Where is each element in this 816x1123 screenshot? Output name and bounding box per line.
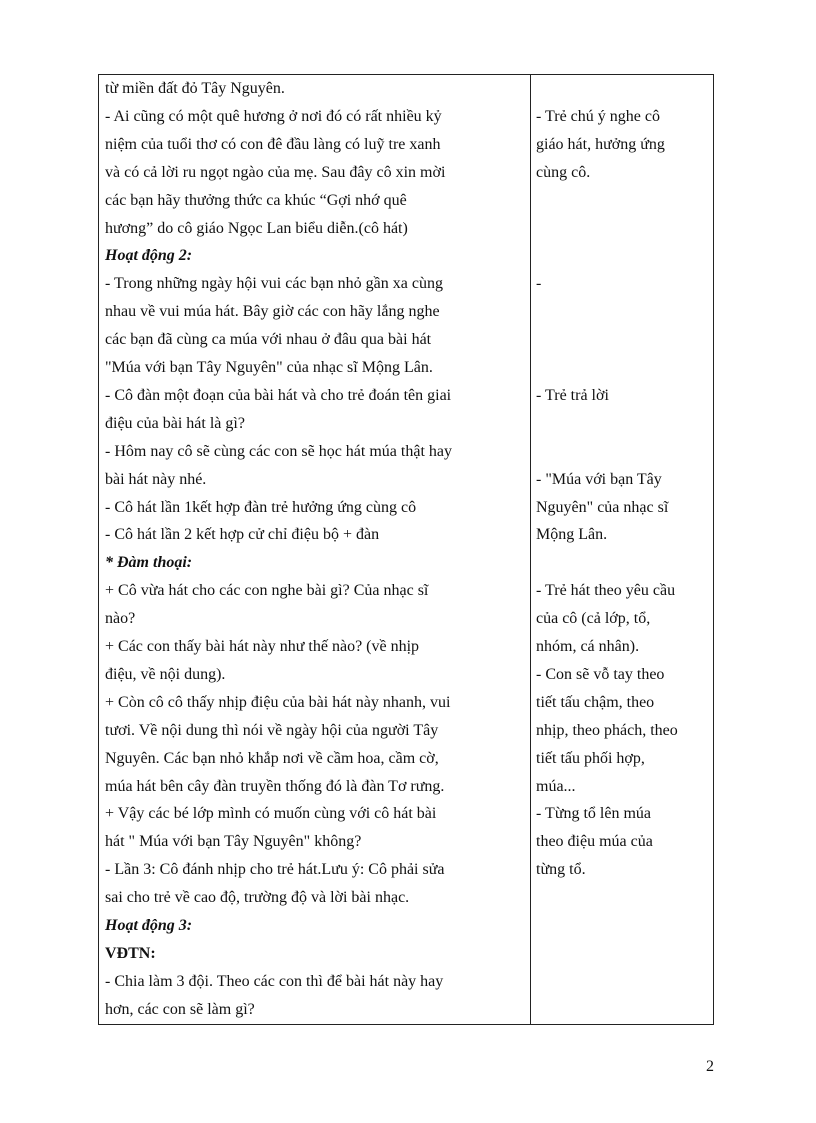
teacher-line: bài hát này nhé. — [105, 470, 207, 488]
teacher-line: và có cả lời ru ngọt ngào của mẹ. Sau đây cô xin mời — [105, 163, 446, 181]
student-line: cùng cô. — [536, 163, 591, 181]
teacher-line: các bạn đã cùng ca múa với nhau ở đâu qua bài hát — [105, 331, 432, 349]
teacher-line: hơn, các con sẽ làm gì? — [105, 1000, 255, 1018]
teacher-line: các bạn hãy thưởng thức ca khúc “Gợi nhớ quê — [105, 191, 407, 209]
teacher-line: sai cho trẻ về cao độ, trường độ và lời bài nhạc. — [105, 889, 410, 907]
student-line: - Trẻ chú ý nghe cô — [536, 107, 660, 125]
teacher-line: - Chia làm 3 đội. Theo các con thì để bài hát này hay — [105, 972, 444, 990]
teacher-line: - Cô đàn một đoạn của bài hát và cho trẻ đoán tên giai — [105, 386, 452, 404]
student-line: - Trẻ trả lời — [536, 386, 609, 404]
teacher-line: tươi. Về nội dung thì nói về ngày hội của người Tây — [105, 721, 439, 739]
column-divider — [530, 75, 531, 1024]
teacher-line: múa hát bên cây đàn truyền thống đó là đàn Tơ rưng. — [105, 777, 445, 795]
student-line: giáo hát, hưởng ứng — [536, 135, 665, 153]
student-line: - — [536, 275, 542, 293]
teacher-line: niệm của tuổi thơ có con đê đầu làng có luỹ tre xanh — [105, 135, 441, 153]
lesson-table — [98, 74, 714, 1025]
student-line: tiết tấu phối hợp, — [536, 749, 645, 767]
teacher-line: - Cô hát lần 2 kết hợp cử chỉ điệu bộ + đàn — [105, 526, 380, 544]
teacher-line: điệu của bài hát là gì? — [105, 414, 245, 432]
teacher-line: từ miền đất đỏ Tây Nguyên. — [105, 80, 285, 97]
student-line: từng tổ. — [536, 861, 586, 879]
teacher-line: + Vậy các bé lớp mình có muốn cùng với cô hát bài — [105, 805, 437, 823]
student-line: - "Múa với bạn Tây — [536, 470, 662, 488]
teacher-line: hương” do cô giáo Ngọc Lan biểu diễn.(cô hát) — [105, 219, 408, 237]
student-line: múa... — [536, 777, 576, 795]
teacher-line: hát " Múa với bạn Tây Nguyên" không? — [105, 833, 362, 851]
student-line: tiết tấu chậm, theo — [536, 693, 655, 711]
student-line: - Từng tổ lên múa — [536, 805, 652, 823]
teacher-line: điệu, về nội dung). — [105, 665, 226, 683]
teacher-line: nhau về vui múa hát. Bây giờ các con hãy lắng nghe — [105, 303, 440, 321]
teacher-line: - Cô hát lần 1kết hợp đàn trẻ hưởng ứng cùng cô — [105, 498, 417, 516]
student-line: Mộng Lân. — [536, 526, 608, 544]
teacher-line: - Ai cũng có một quê hương ở nơi đó có rất nhiều kỷ — [105, 107, 442, 125]
student-line: - Con sẽ vỗ tay theo — [536, 665, 665, 683]
teacher-line: + Các con thấy bài hát này như thế nào? (về nhịp — [105, 638, 420, 655]
student-line: theo điệu múa của — [536, 833, 653, 851]
teacher-line: nào? — [105, 610, 136, 628]
teacher-line: VĐTN: — [105, 944, 156, 962]
teacher-line: - Hôm nay cô sẽ cùng các con sẽ học hát múa thật hay — [105, 442, 452, 460]
student-line: nhóm, cá nhân). — [536, 638, 640, 655]
student-line: - Trẻ hát theo yêu cầu — [536, 582, 676, 600]
teacher-line: - Trong những ngày hội vui các bạn nhỏ gần xa cùng — [105, 275, 443, 293]
page-number: 2 — [706, 1058, 714, 1075]
teacher-line: + Cô vừa hát cho các con nghe bài gì? Của nhạc sĩ — [105, 582, 429, 600]
student-line: nhịp, theo phách, theo — [536, 721, 678, 739]
student-line: của cô (cả lớp, tổ, — [536, 610, 651, 628]
student-line: Nguyên" của nhạc sĩ — [536, 498, 669, 516]
teacher-line: - Lần 3: Cô đánh nhịp cho trẻ hát.Lưu ý: Cô phải sửa — [105, 861, 445, 879]
teacher-line: * Đàm thoại: — [105, 554, 193, 572]
teacher-line: Nguyên. Các bạn nhỏ khắp nơi về cầm hoa, cầm cờ, — [105, 749, 439, 767]
teacher-line: Hoạt động 3: — [105, 917, 193, 934]
teacher-line: Hoạt động 2: — [105, 247, 193, 265]
teacher-line: "Múa với bạn Tây Nguyên" của nhạc sĩ Mộng Lân. — [105, 359, 433, 376]
teacher-line: + Còn cô cô thấy nhịp điệu của bài hát này nhanh, vui — [105, 693, 451, 711]
